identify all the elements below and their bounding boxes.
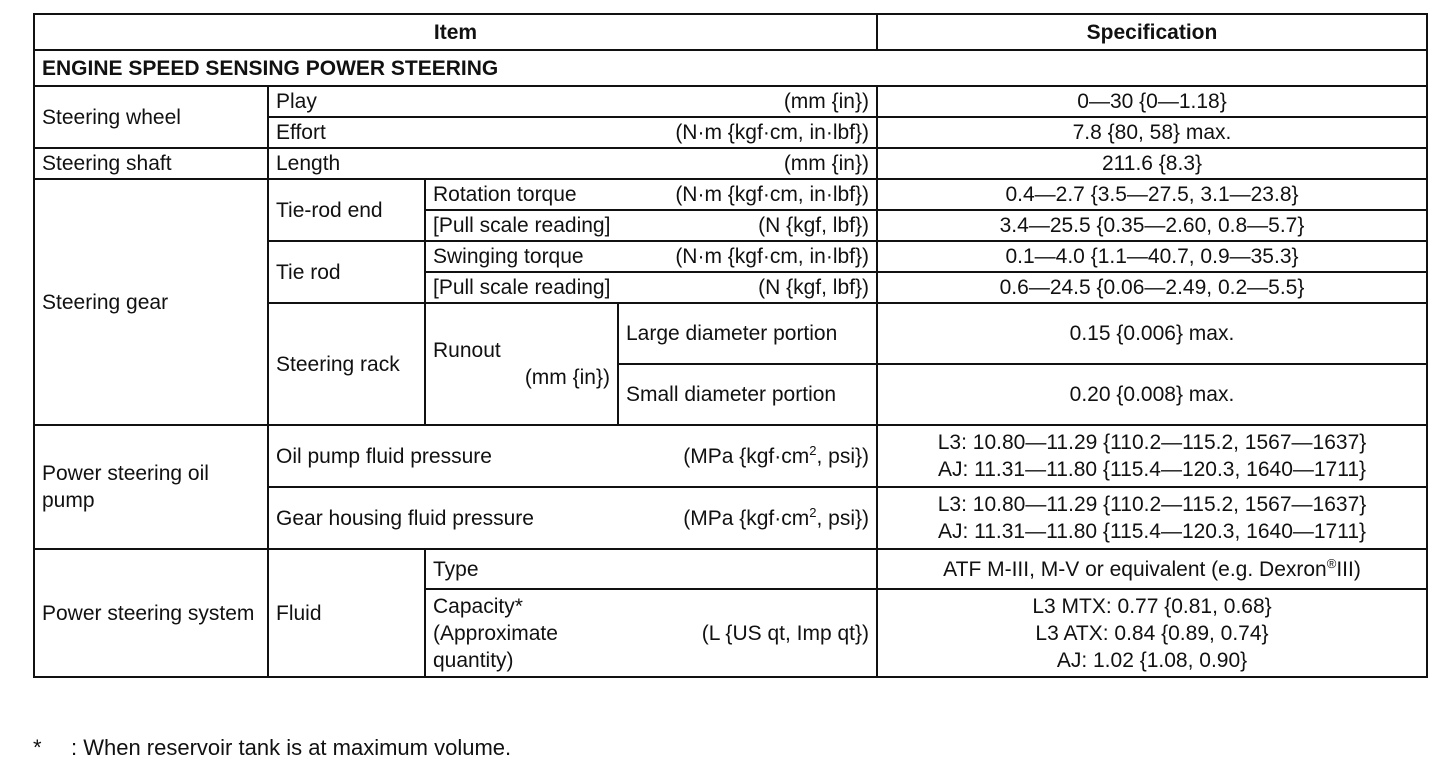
pull-scale-2-label: [Pull scale reading] [433,276,611,299]
small-diameter-label: Small diameter portion [618,364,877,425]
pull-scale-1-label: [Pull scale reading] [433,214,611,237]
header-item: Item [34,14,877,50]
large-diameter-label: Large diameter portion [618,303,877,364]
capacity-cell [425,589,877,677]
table-row [34,86,1427,117]
swinging-torque-cell [425,241,877,272]
section-title: ENGINE SPEED SENSING POWER STEERING [34,50,1427,86]
length-value: 211.6 {8.3} [877,148,1427,179]
table-row [34,549,1427,589]
header-specification: Specification [877,14,1427,50]
pull-scale-2-cell [425,272,877,303]
oil-pump-pressure-value: L3: 10.80—11.29 {110.2—115.2, 1567—1637} AJ: 11.31—11.80 {115.4—120.3, 1640—1711} [877,425,1427,487]
capacity-unit: (L {US qt, Imp qt}) [701,621,869,645]
play-value: 0—30 {0—1.18} [877,86,1427,117]
gear-housing-pressure-unit: (MPa {$kgf\cdot cm^2$, psi}) [683,504,869,530]
table-row [34,179,1427,210]
runout-label: Runout [433,339,501,362]
section-row [34,50,1427,86]
length-unit: (mm {in}) [783,152,869,175]
rotation-torque-cell [425,179,877,210]
large-diameter-value: 0.15 {0.006} max. [877,303,1427,364]
gear-housing-pressure-value: L3: 10.80—11.29 {110.2—115.2, 1567—1637} AJ: 11.31—11.80 {115.4—120.3, 1640—1711} [877,487,1427,549]
oil-pump-pressure-label: Oil pump fluid pressure [276,444,492,468]
rotation-torque-unit: (N·m {kgf·cm, in·lbf}) [675,183,869,206]
capacity-line1: Capacity* [433,594,523,618]
fluid-label: Fluid [268,549,425,677]
fluid-type-label: Type [425,549,877,589]
gear-housing-pressure-cell [268,487,877,549]
pull-scale-2-value: 0.6—24.5 {0.06—2.49, 0.2—5.5} [877,272,1427,303]
steering-wheel-label: Steering wheel [34,86,268,148]
fluid-type-value: ATF M-III, M-V or equivalent (e.g. Dexron®III) [877,549,1427,589]
rotation-torque-label: Rotation torque [433,183,577,206]
play-label: Play [276,90,317,113]
footnote-star: * [33,735,42,760]
system-label: Power steering system [34,549,268,677]
pull-scale-1-cell [425,210,877,241]
table-row [34,425,1427,487]
swinging-torque-unit: (N·m {kgf·cm, in·lbf}) [675,245,869,268]
footnote [33,735,511,761]
runout-unit: (mm {in}) [524,366,610,389]
pull-scale-2-unit: (N {kgf, lbf}) [758,276,869,299]
capacity-value: L3 MTX: 0.77 {0.81, 0.68} L3 ATX: 0.84 {0.89, 0.74} AJ: 1.02 {1.08, 0.90} [877,589,1427,677]
steering-shaft-label: Steering shaft [34,148,268,179]
play-cell [268,86,877,117]
footnote-text: : When reservoir tank is at maximum volume. [71,735,512,760]
table-row [34,148,1427,179]
oil-pump-label: Power steering oil pump [34,425,268,549]
oil-pump-pressure-unit: (MPa {$kgf\cdot cm^2$, psi}) [683,442,869,468]
runout-cell [425,303,618,425]
small-diameter-value: 0.20 {0.008} max. [877,364,1427,425]
steering-gear-label: Steering gear [34,179,268,425]
swinging-torque-label: Swinging torque [433,245,584,268]
steering-rack-label: Steering rack [268,303,425,425]
oil-pump-pressure-cell [268,425,877,487]
swinging-torque-value: 0.1—4.0 {1.1—40.7, 0.9—35.3} [877,241,1427,272]
play-unit: (mm {in}) [783,90,869,113]
effort-value: 7.8 {80, 58} max. [877,117,1427,148]
length-label: Length [276,152,341,175]
rotation-torque-value: 0.4—2.7 {3.5—27.5, 3.1—23.8} [877,179,1427,210]
pull-scale-1-unit: (N {kgf, lbf}) [758,214,869,237]
length-cell [268,148,877,179]
pull-scale-1-value: 3.4—25.5 {0.35—2.60, 0.8—5.7} [877,210,1427,241]
effort-unit: (N·m {kgf·cm, in·lbf}) [675,121,869,144]
capacity-line3: quantity) [433,648,514,672]
spec-table [33,13,1428,678]
tie-rod-label: Tie rod [268,241,425,303]
effort-cell [268,117,877,148]
capacity-line2: (Approximate [433,621,558,645]
header-row [34,14,1427,50]
tie-rod-end-label: Tie-rod end [268,179,425,241]
gear-housing-pressure-label: Gear housing fluid pressure [276,506,534,530]
effort-label: Effort [276,121,326,144]
